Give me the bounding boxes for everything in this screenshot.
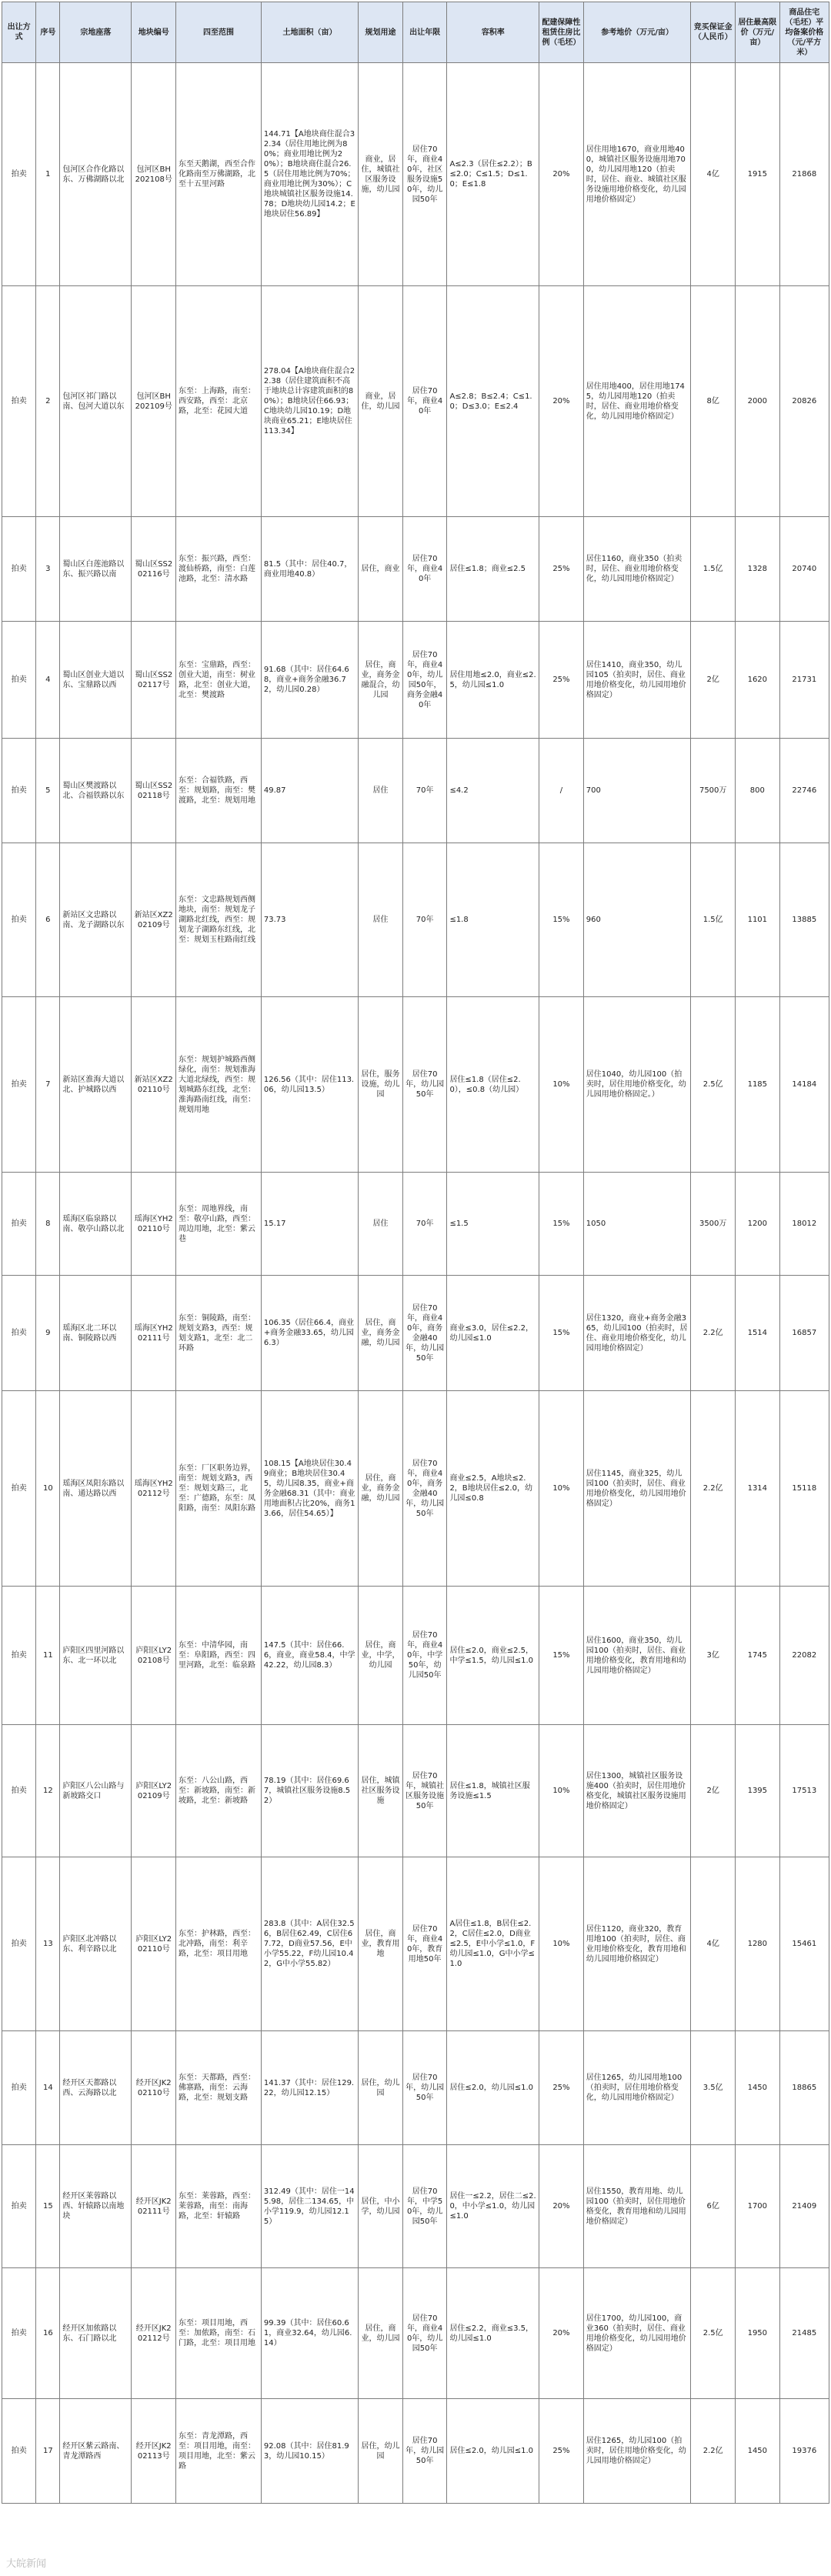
cell-plot-ratio: 居住≤2.2，商业≤3.5，幼儿园≤1.0 <box>447 2268 539 2399</box>
cell-affordable-housing-ratio: 15% <box>539 843 584 997</box>
cell-reference-price: 700 <box>583 739 691 843</box>
cell-parcel-code: 蜀山区SS202118号 <box>132 739 176 843</box>
cell-affordable-housing-ratio: 20% <box>539 2268 584 2399</box>
cell-transfer-years: 居住70年，幼儿园50年 <box>402 2399 447 2504</box>
table-row <box>2 63 829 286</box>
table-row <box>2 2399 829 2504</box>
cell-reference-price: 居住1320，商业+商务金融365，幼儿园100（拍卖时，居住、商业用地价格变化，幼儿园用地价格固定） <box>583 1276 691 1391</box>
cell-parcel-code: 新站区XZ202110号 <box>132 997 176 1173</box>
cell-serial: 9 <box>36 1276 60 1391</box>
cell-max-price: 1101 <box>736 843 780 997</box>
cell-boundaries: 东至：振兴路，西至：渡仙桥路，南至：白莲池路，北至：清水路 <box>176 517 262 622</box>
cell-parcel-code: 瑶海区YH202111号 <box>132 1276 176 1391</box>
cell-serial: 16 <box>36 2268 60 2399</box>
cell-transfer-years: 居住70年，商业40年，教育用地50年 <box>402 1857 447 2031</box>
header-location: 宗地座落 <box>60 2 132 63</box>
cell-avg-filing-price: 22082 <box>779 1587 829 1725</box>
cell-transfer-years: 70年 <box>402 739 447 843</box>
cell-land-area: 99.39（其中：居住60.61，商业32.64，幼儿园6.14） <box>261 2268 358 2399</box>
cell-location: 庐阳区四里河路以东、北一环以北 <box>60 1587 132 1725</box>
cell-serial: 7 <box>36 997 60 1173</box>
cell-serial: 10 <box>36 1391 60 1587</box>
cell-affordable-housing-ratio: 10% <box>539 1725 584 1857</box>
cell-deposit: 2亿 <box>691 1725 736 1857</box>
cell-max-price: 1328 <box>736 517 780 622</box>
cell-plot-ratio: A居住≤1.8，B居住≤2.2，C居住≤2.0，D商业≤2.5，E中小学≤1.0，F幼儿园≤1.0，G中小学≤1.0 <box>447 1857 539 2031</box>
cell-deposit: 4亿 <box>691 63 736 286</box>
cell-transfer-method: 拍卖 <box>2 1587 36 1725</box>
table-row <box>2 1173 829 1276</box>
cell-avg-filing-price: 20740 <box>779 517 829 622</box>
cell-parcel-code: 经开区JK202110号 <box>132 2031 176 2145</box>
cell-plot-ratio: ≤1.8 <box>447 843 539 997</box>
cell-transfer-method: 拍卖 <box>2 63 36 286</box>
cell-max-price: 1514 <box>736 1276 780 1391</box>
cell-transfer-method: 拍卖 <box>2 517 36 622</box>
cell-planned-use: 居住，中小学，幼儿园 <box>359 2145 403 2268</box>
table-header <box>2 2 829 63</box>
cell-deposit: 2.5亿 <box>691 997 736 1173</box>
cell-transfer-years: 居住70年，城镇社区服务设施50年 <box>402 1725 447 1857</box>
cell-avg-filing-price: 16857 <box>779 1276 829 1391</box>
table-row <box>2 286 829 517</box>
header-boundaries: 四至范围 <box>176 2 262 63</box>
cell-plot-ratio: A≤2.3（居住≤2.2）；B≤2.0；C≤1.5；D≤1.0；E≤1.8 <box>447 63 539 286</box>
cell-land-area: 92.08（其中：居住81.93，幼儿园10.15） <box>261 2399 358 2504</box>
cell-plot-ratio: 商业≤2.5，A地块≤2.2，B地块居住≤2.0，幼儿园≤0.8 <box>447 1391 539 1587</box>
watermark-logo: 大皖新闻 <box>6 2558 47 2570</box>
cell-deposit: 2.2亿 <box>691 2399 736 2504</box>
cell-avg-filing-price: 15118 <box>779 1391 829 1587</box>
cell-boundaries: 东至：项目用地，西至：加侬路，南至：石门路，北至：项目用地 <box>176 2268 262 2399</box>
cell-land-area: 78.19（其中：居住69.67，城镇社区服务设施8.52） <box>261 1725 358 1857</box>
cell-avg-filing-price: 18012 <box>779 1173 829 1276</box>
cell-boundaries: 东至：天都路，西至：佛寨路，南至：云海路，北至：规划支路 <box>176 2031 262 2145</box>
cell-location: 新站区淮海大道以北、护城路以西 <box>60 997 132 1173</box>
cell-parcel-code: 蜀山区SS202116号 <box>132 517 176 622</box>
cell-max-price: 2000 <box>736 286 780 517</box>
cell-max-price: 1185 <box>736 997 780 1173</box>
cell-plot-ratio: 居住≤2.0，幼儿园≤1.0 <box>447 2399 539 2504</box>
cell-transfer-method: 拍卖 <box>2 622 36 739</box>
header-planned-use: 规划用途 <box>359 2 403 63</box>
cell-transfer-years: 居住70年，商业40年，社区服务设施50年，幼儿园50年 <box>402 63 447 286</box>
cell-affordable-housing-ratio: 25% <box>539 517 584 622</box>
cell-affordable-housing-ratio: 10% <box>539 997 584 1173</box>
cell-transfer-years: 居住70年，中学50年，幼儿园50年 <box>402 2145 447 2268</box>
cell-location: 庐阳区八公山路与新坡路交口 <box>60 1725 132 1857</box>
cell-serial: 5 <box>36 739 60 843</box>
cell-max-price: 1314 <box>736 1391 780 1587</box>
cell-land-area: 141.37（其中：居住129.22，幼儿园12.15） <box>261 2031 358 2145</box>
cell-deposit: 3500万 <box>691 1173 736 1276</box>
cell-avg-filing-price: 20826 <box>779 286 829 517</box>
cell-boundaries: 东至：青龙潭路，西至：项目用地，南至：项目用地，北至：紫云路 <box>176 2399 262 2504</box>
cell-transfer-years: 70年 <box>402 843 447 997</box>
cell-boundaries: 东至：厂区职务边界，南至：规划支路3，西至：规划支路三，北至：广德路，东至：凤阳路，南至：凤阳东路 <box>176 1391 262 1587</box>
cell-max-price: 800 <box>736 739 780 843</box>
cell-reference-price: 居住1410，商业350，幼儿园105（拍卖时，居住、商业用地价格变化，幼儿园用地价格固定） <box>583 622 691 739</box>
cell-transfer-years: 居住70年，商业40年，幼儿园50年，商务金融40年 <box>402 622 447 739</box>
cell-max-price: 1200 <box>736 1173 780 1276</box>
cell-transfer-years: 居住70年，商业40年，商务金融40年，幼儿园50年 <box>402 1276 447 1391</box>
table-row <box>2 1276 829 1391</box>
table-row <box>2 2145 829 2268</box>
cell-planned-use: 居住，幼儿园 <box>359 2031 403 2145</box>
cell-parcel-code: 经开区JK202113号 <box>132 2399 176 2504</box>
cell-transfer-method: 拍卖 <box>2 286 36 517</box>
cell-transfer-method: 拍卖 <box>2 2399 36 2504</box>
cell-plot-ratio: 居住一≤2.2，居住二≤2.0，中小学≤1.0，幼儿园≤1.0 <box>447 2145 539 2268</box>
cell-deposit: 7500万 <box>691 739 736 843</box>
cell-max-price: 1450 <box>736 2399 780 2504</box>
cell-land-area: 312.49（其中：居住一145.98，居住二134.65，中小学119.9，幼儿园12.15） <box>261 2145 358 2268</box>
cell-transfer-years: 居住70年，商业40年 <box>402 517 447 622</box>
cell-avg-filing-price: 21731 <box>779 622 829 739</box>
table-row <box>2 1725 829 1857</box>
cell-transfer-method: 拍卖 <box>2 2031 36 2145</box>
cell-reference-price: 居住1120，商业320，教育用地100（拍卖时，居住、商业用地价格变化，教育用地和幼儿园用地价格固定） <box>583 1857 691 2031</box>
cell-reference-price: 居住1265，幼儿园用地100（拍卖时，居住用地价格变化，幼儿园用地价格固定） <box>583 2031 691 2145</box>
table-row <box>2 997 829 1173</box>
cell-reference-price: 居住用地400，居住用地1745，幼儿园用地120（拍卖时，居住、商业用地价格变化，幼儿园用地价格固定） <box>583 286 691 517</box>
cell-max-price: 1700 <box>736 2145 780 2268</box>
cell-boundaries: 东至：莱蓉路，西至：莱蓉路，南至：南海路，北至：轩辕路 <box>176 2145 262 2268</box>
cell-affordable-housing-ratio: 25% <box>539 2031 584 2145</box>
cell-reference-price: 居住1160，商业350（拍卖时，居住、商业用地价格变化，幼儿园用地价格固定） <box>583 517 691 622</box>
header-land-area: 土地面积（亩） <box>261 2 358 63</box>
table-body <box>2 63 829 2504</box>
cell-transfer-years: 居住70年，幼儿园50年 <box>402 2031 447 2145</box>
table-row <box>2 517 829 622</box>
header-row <box>2 2 829 63</box>
cell-plot-ratio: 居住≤2.0，商业≤2.5，中学≤1.5，幼儿园≤1.0 <box>447 1587 539 1725</box>
cell-avg-filing-price: 15461 <box>779 1857 829 2031</box>
table-row <box>2 2268 829 2399</box>
cell-avg-filing-price: 21868 <box>779 63 829 286</box>
cell-affordable-housing-ratio: 20% <box>539 63 584 286</box>
cell-reference-price: 居住用地1670，商业用地400，城镇社区服务设施用地700，幼儿园用地120（拍卖时，居住、商业、城镇社区服务设施用地价格变化，幼儿园用地价格固定） <box>583 63 691 286</box>
cell-serial: 3 <box>36 517 60 622</box>
header-serial: 序号 <box>36 2 60 63</box>
cell-land-area: 144.71【A地块商住混合32.34（居住用地比例为80%；商业用地比例为20%）；B地块商住混合26.5（居住用地比例为70%；商业用地比例为30%）；C地块城镇社区服务设施14.78；D地块幼儿园14.2；E地块居住56.89】 <box>261 63 358 286</box>
header-affordable-housing-ratio: 配建保障性租赁住房比例（毛坯） <box>539 2 584 63</box>
cell-land-area: 15.17 <box>261 1173 358 1276</box>
cell-parcel-code: 瑶海区YH202110号 <box>132 1173 176 1276</box>
cell-transfer-years: 居住70年，商业40年，中学50年，幼儿园50年 <box>402 1587 447 1725</box>
cell-boundaries: 东至：合福铁路，西至：规划路，南至：樊渡路，北至：规划用地 <box>176 739 262 843</box>
cell-location: 瑶海区临泉路以南、敬亭山路以北 <box>60 1173 132 1276</box>
cell-serial: 6 <box>36 843 60 997</box>
cell-boundaries: 东至：护林路，西至：北冲路，南至：利辛路，北至：项目用地 <box>176 1857 262 2031</box>
cell-transfer-years: 居住70年，商业40年，幼儿园50年 <box>402 2268 447 2399</box>
cell-serial: 14 <box>36 2031 60 2145</box>
cell-serial: 4 <box>36 622 60 739</box>
cell-max-price: 1280 <box>736 1857 780 2031</box>
cell-transfer-method: 拍卖 <box>2 1276 36 1391</box>
cell-location: 庐阳区北冲路以东、利辛路以北 <box>60 1857 132 2031</box>
cell-planned-use: 居住 <box>359 1173 403 1276</box>
cell-affordable-housing-ratio: 25% <box>539 2399 584 2504</box>
cell-deposit: 3.5亿 <box>691 2031 736 2145</box>
cell-reference-price: 居住1700，幼儿园100，商业360（拍卖时，居住、商业用地价格变化，幼儿园用地价格固定） <box>583 2268 691 2399</box>
cell-avg-filing-price: 22746 <box>779 739 829 843</box>
cell-parcel-code: 蜀山区SS202117号 <box>132 622 176 739</box>
cell-location: 经开区天都路以西、云海路以北 <box>60 2031 132 2145</box>
cell-avg-filing-price: 21485 <box>779 2268 829 2399</box>
cell-avg-filing-price: 19376 <box>779 2399 829 2504</box>
cell-planned-use: 居住，商业，中学，幼儿园 <box>359 1587 403 1725</box>
land-auction-table <box>2 2 829 2504</box>
cell-location: 新站区文忠路以南、龙子湖路以东 <box>60 843 132 997</box>
cell-planned-use: 居住，商业 <box>359 517 403 622</box>
cell-plot-ratio: 商业≤3.0，居住≤2.2，幼儿园≤1.0 <box>447 1276 539 1391</box>
cell-serial: 17 <box>36 2399 60 2504</box>
cell-serial: 12 <box>36 1725 60 1857</box>
cell-planned-use: 居住，幼儿园 <box>359 2399 403 2504</box>
cell-planned-use: 居住，商业，幼儿园 <box>359 2268 403 2399</box>
header-parcel-code: 地块编号 <box>132 2 176 63</box>
cell-planned-use: 居住，城镇社区服务设施 <box>359 1725 403 1857</box>
cell-location: 经开区紫云路南、青龙潭路西 <box>60 2399 132 2504</box>
cell-boundaries: 东至：规划护城路西侧绿化，南至：规划淮海大道北绿线，西至：规划城路东红线，北至：淮海路南红线，南至：规划用地 <box>176 997 262 1173</box>
cell-serial: 13 <box>36 1857 60 2031</box>
cell-planned-use: 居住，商业，商务金融混合，幼儿园 <box>359 622 403 739</box>
cell-parcel-code: 经开区JK202111号 <box>132 2145 176 2268</box>
cell-land-area: 283.8（其中：A居住32.56，B居住62.49，C居住67.72，D商业57.56，E中小学55.22，F幼儿园10.42，G中小学55.82） <box>261 1857 358 2031</box>
cell-boundaries: 东至：上海路，南至：西安路，西至：北京路，北至：花园大道 <box>176 286 262 517</box>
header-max-price: 居住最高限价（万元/亩） <box>736 2 780 63</box>
table-row <box>2 1857 829 2031</box>
cell-transfer-method: 拍卖 <box>2 2268 36 2399</box>
cell-avg-filing-price: 14184 <box>779 997 829 1173</box>
table-row <box>2 843 829 997</box>
cell-affordable-housing-ratio: 25% <box>539 622 584 739</box>
cell-avg-filing-price: 17513 <box>779 1725 829 1857</box>
cell-transfer-years: 居住70年，商业40年 <box>402 286 447 517</box>
cell-avg-filing-price: 13885 <box>779 843 829 997</box>
cell-plot-ratio: 居住≤1.8，城镇社区服务设施≤1.5 <box>447 1725 539 1857</box>
header-avg-filing-price: 商品住宅（毛坯）平均备案价格（元/平方米） <box>779 2 829 63</box>
cell-parcel-code: 包河区BH202108号 <box>132 63 176 286</box>
cell-parcel-code: 庐阳区LY202108号 <box>132 1587 176 1725</box>
cell-reference-price: 居住1300，城镇社区服务设施400（拍卖时，居住用地价格变化，城镇社区服务设施用地价格固定） <box>583 1725 691 1857</box>
cell-deposit: 3亿 <box>691 1587 736 1725</box>
cell-serial: 11 <box>36 1587 60 1725</box>
cell-deposit: 2.5亿 <box>691 2268 736 2399</box>
cell-max-price: 1745 <box>736 1587 780 1725</box>
cell-transfer-method: 拍卖 <box>2 843 36 997</box>
table-row <box>2 2031 829 2145</box>
cell-deposit: 4亿 <box>691 1857 736 2031</box>
cell-location: 包河区祁门路以南、包河大道以东 <box>60 286 132 517</box>
cell-parcel-code: 经开区JK202112号 <box>132 2268 176 2399</box>
cell-affordable-housing-ratio: 15% <box>539 1173 584 1276</box>
cell-plot-ratio: 居住≤2.0，幼儿园≤1.0 <box>447 2031 539 2145</box>
header-transfer-years: 出让年限 <box>402 2 447 63</box>
cell-avg-filing-price: 18865 <box>779 2031 829 2145</box>
cell-parcel-code: 瑶海区YH202112号 <box>132 1391 176 1587</box>
cell-serial: 2 <box>36 286 60 517</box>
cell-reference-price: 居住1550，教育用地、幼儿园100（拍卖时，居住用地价格变化，教育用地和幼儿园用地价格固定） <box>583 2145 691 2268</box>
cell-transfer-method: 拍卖 <box>2 1173 36 1276</box>
cell-land-area: 278.04【A地块商住混合22.38（居住建筑面积不高于地块总计容建筑面积的80%）；B地块居住66.93；C地块幼儿园10.19；D地块商业65.21；E地块居住113.34】 <box>261 286 358 517</box>
cell-location: 瑶海区凤阳东路以南、通达路以西 <box>60 1391 132 1587</box>
cell-location: 蜀山区创业大道以东、宝鼎路以西 <box>60 622 132 739</box>
cell-location: 蜀山区白莲池路以东、振兴路以南 <box>60 517 132 622</box>
cell-serial: 15 <box>36 2145 60 2268</box>
cell-transfer-method: 拍卖 <box>2 2145 36 2268</box>
cell-land-area: 49.87 <box>261 739 358 843</box>
cell-planned-use: 居住 <box>359 739 403 843</box>
cell-location: 瑶海区北二环以南、铜陵路以西 <box>60 1276 132 1391</box>
cell-planned-use: 居住，商业，商务金融，幼儿园 <box>359 1276 403 1391</box>
cell-avg-filing-price: 21409 <box>779 2145 829 2268</box>
cell-location: 包河区合作化路以东、万佛湖路以北 <box>60 63 132 286</box>
cell-affordable-housing-ratio: 20% <box>539 2145 584 2268</box>
cell-affordable-housing-ratio: 10% <box>539 1391 584 1587</box>
cell-parcel-code: 包河区BH202109号 <box>132 286 176 517</box>
cell-parcel-code: 庐阳区LY202109号 <box>132 1725 176 1857</box>
table-row <box>2 1391 829 1587</box>
cell-transfer-method: 拍卖 <box>2 739 36 843</box>
cell-planned-use: 居住 <box>359 843 403 997</box>
cell-affordable-housing-ratio: 10% <box>539 1857 584 2031</box>
header-transfer-method: 出让方式 <box>2 2 36 63</box>
cell-reference-price: 960 <box>583 843 691 997</box>
cell-affordable-housing-ratio: / <box>539 739 584 843</box>
cell-deposit: 6亿 <box>691 2145 736 2268</box>
table-row <box>2 622 829 739</box>
cell-boundaries: 东至：宝鼎路，西至：创业大道，南至：树业路，北至：创业大道，北至：樊渡路 <box>176 622 262 739</box>
cell-max-price: 1915 <box>736 63 780 286</box>
cell-serial: 1 <box>36 63 60 286</box>
cell-deposit: 8亿 <box>691 286 736 517</box>
cell-plot-ratio: 居住≤1.8（居住≤2.0），≤0.8（幼儿园） <box>447 997 539 1173</box>
cell-parcel-code: 新站区XZ202109号 <box>132 843 176 997</box>
cell-serial: 8 <box>36 1173 60 1276</box>
cell-land-area: 73.73 <box>261 843 358 997</box>
cell-land-area: 108.15【A地块居住30.49商业；B地块居住30.45，幼儿园8.35，商业+商务金融68.31（其中：商业用地面积占比20%，商务13.66，居住54.65）】 <box>261 1391 358 1587</box>
cell-transfer-years: 70年 <box>402 1173 447 1276</box>
cell-plot-ratio: ≤4.2 <box>447 739 539 843</box>
cell-plot-ratio: ≤1.5 <box>447 1173 539 1276</box>
cell-transfer-method: 拍卖 <box>2 1857 36 2031</box>
cell-location: 经开区加侬路以东、石门路以北 <box>60 2268 132 2399</box>
cell-boundaries: 东至：铜陵路，南至：规划支路3，西至：规划支路1，北至：北二环路 <box>176 1276 262 1391</box>
cell-location: 蜀山区樊渡路以北、合福铁路以东 <box>60 739 132 843</box>
cell-parcel-code: 庐阳区LY202110号 <box>132 1857 176 2031</box>
cell-transfer-method: 拍卖 <box>2 1725 36 1857</box>
cell-land-area: 91.68（其中：居住64.68，商业+商务金融36.72，幼儿园0.28） <box>261 622 358 739</box>
cell-reference-price: 居住1265，幼儿园100（拍卖时，居住用地价格变化，幼儿园用地价格固定） <box>583 2399 691 2504</box>
cell-affordable-housing-ratio: 15% <box>539 1587 584 1725</box>
cell-land-area: 147.5（其中：居住66.6，商业，商业58.4，中学42.22，幼儿园8.3） <box>261 1587 358 1725</box>
cell-deposit: 2亿 <box>691 622 736 739</box>
cell-deposit: 1.5亿 <box>691 843 736 997</box>
cell-affordable-housing-ratio: 15% <box>539 1276 584 1391</box>
cell-plot-ratio: 居住用地≤2.0，商业≤2.5，幼儿园≤1.0 <box>447 622 539 739</box>
cell-boundaries: 东至天鹅湖，西至合作化路南至万佛湖路，北至十五里河路 <box>176 63 262 286</box>
cell-affordable-housing-ratio: 20% <box>539 286 584 517</box>
cell-location: 经开区莱蓉路以西、轩辕路以南地块 <box>60 2145 132 2268</box>
cell-planned-use: 居住，商业，教育用地 <box>359 1857 403 2031</box>
cell-transfer-years: 居住70年，商业40年，商务金融40年，幼儿园50年 <box>402 1391 447 1587</box>
cell-transfer-method: 拍卖 <box>2 1391 36 1587</box>
cell-planned-use: 居住，商业，商务金融，幼儿园 <box>359 1391 403 1587</box>
cell-land-area: 81.5（其中：居住40.7，商业用地40.8） <box>261 517 358 622</box>
cell-max-price: 1395 <box>736 1725 780 1857</box>
cell-reference-price: 居住1600，商业350，幼儿园100（拍卖时，居住、商业用地价格变化，教育用地和幼儿园用地价格固定） <box>583 1587 691 1725</box>
cell-boundaries: 东至：八公山路，西至：新坡路，南至：新坡路，北至：新坡路 <box>176 1725 262 1857</box>
cell-plot-ratio: A≤2.8；B≤2.4；C≤1.0；D≤3.0；E≤2.4 <box>447 286 539 517</box>
cell-planned-use: 商业，居住，幼儿园 <box>359 286 403 517</box>
cell-transfer-years: 居住70年，幼儿园50年 <box>402 997 447 1173</box>
cell-transfer-method: 拍卖 <box>2 997 36 1173</box>
cell-plot-ratio: 居住≤1.8；商业≤2.5 <box>447 517 539 622</box>
table-row <box>2 1587 829 1725</box>
cell-reference-price: 居住1145，商业325，幼儿园100（拍卖时，居住、商业用地价格变化，幼儿园用地价格固定） <box>583 1391 691 1587</box>
cell-deposit: 2.2亿 <box>691 1391 736 1587</box>
cell-boundaries: 东至：中清华园，南至：阜阳路，西至：四里河路，北至：临泉路 <box>176 1587 262 1725</box>
cell-deposit: 2.2亿 <box>691 1276 736 1391</box>
header-reference-price: 参考地价（万元/亩） <box>583 2 691 63</box>
cell-boundaries: 东至：周地界线，南至：敬亭山路，西至：周边用地，北至：紫云巷 <box>176 1173 262 1276</box>
cell-planned-use: 商业，居住，城镇社区服务设施，幼儿园 <box>359 63 403 286</box>
header-deposit: 竞买保证金（人民币） <box>691 2 736 63</box>
cell-land-area: 106.35（居住66.4，商业+商务金融33.65，幼儿园6.3） <box>261 1276 358 1391</box>
cell-reference-price: 1050 <box>583 1173 691 1276</box>
cell-boundaries: 东至：文忠路规划西侧地块，南至：规划龙子湖路北红线，西至：规划龙子湖路东红线，北至：规划玉柱路南红线 <box>176 843 262 997</box>
header-plot-ratio: 容积率 <box>447 2 539 63</box>
table-row <box>2 739 829 843</box>
cell-max-price: 1950 <box>736 2268 780 2399</box>
cell-max-price: 1450 <box>736 2031 780 2145</box>
cell-max-price: 1620 <box>736 622 780 739</box>
cell-planned-use: 居住，服务设施，幼儿园 <box>359 997 403 1173</box>
cell-land-area: 126.56（其中：居住113.06，幼儿园13.5） <box>261 997 358 1173</box>
cell-reference-price: 居住1040，幼儿园100（拍卖时，居住用地价格变化，幼儿园用地价格固定。） <box>583 997 691 1173</box>
cell-deposit: 1.5亿 <box>691 517 736 622</box>
